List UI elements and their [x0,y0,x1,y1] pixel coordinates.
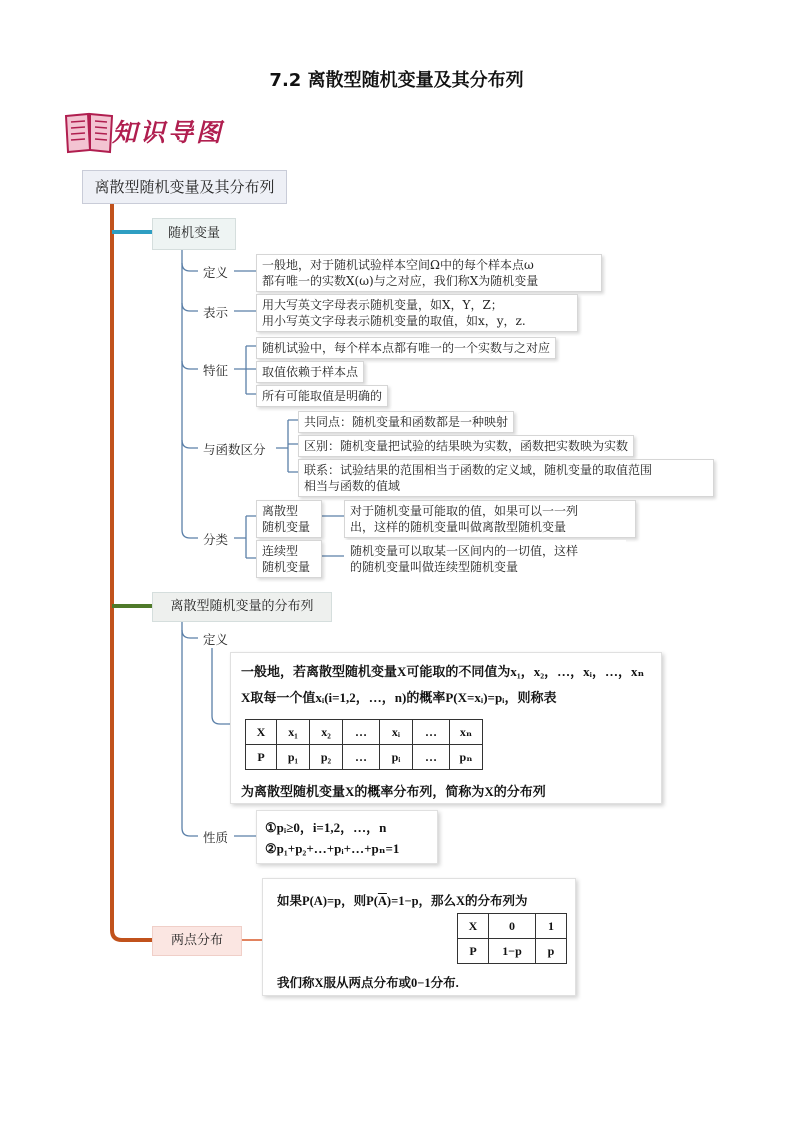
discrete-label-line-1: 离散型 [262,504,299,518]
table-row [458,914,567,939]
dist-def-line-3: 为离散型随机变量X的概率分布列，简称为X的分布列 [241,784,546,799]
continuous-label-box [256,540,322,578]
definition-line-1: 一般地，对于随机试验样本空间Ω中的每个样本点ω [262,258,534,272]
properties-box [256,810,438,864]
notation-line-2: 用小写英文字母表示随机变量的取值，如x，y，z. [262,314,526,328]
dist-definition-box [230,652,662,804]
table-cell: P [246,745,277,770]
table-cell: xₙ [450,720,483,745]
table-cell: X [458,914,489,939]
node-features: 特征 [203,363,229,378]
node-distribution: 离散型随机变量的分布列 [152,592,332,622]
property-2: ②p₁+p₂+…+pᵢ+…+pₙ=1 [265,841,400,856]
discrete-desc-line-2: 出，这样的随机变量叫做离散型随机变量 [350,520,567,534]
table-cell: pₙ [450,745,483,770]
vs-common-box: 共同点：随机变量和函数都是一种映射 [298,411,514,433]
vs-relation-line-1: 联系：试验结果的范围相当于函数的定义域，随机变量的取值范围 [304,463,653,477]
vs-difference-box: 区别：随机变量把试验的结果映为实数，函数把实数映为实数 [298,435,634,457]
feature-item-2: 取值依赖于样本点 [256,361,364,383]
dist-def-line-2: X取每一个值xᵢ(i=1,2，…，n)的概率P(X=xᵢ)=pᵢ，则称表 [241,690,557,705]
node-notation: 表示 [203,305,229,320]
two-point-line-1-b: )=1−p，那么X的分布列为 [386,894,528,908]
table-cell: p₂ [310,745,343,770]
two-point-line-1 [277,891,528,909]
table-cell: … [413,745,450,770]
root-node: 离散型随机变量及其分布列 [82,170,287,204]
two-point-table [457,913,567,964]
two-point-line-2: 我们称X服从两点分布或0−1分布. [277,976,459,990]
table-cell: P [458,939,489,964]
node-classification: 分类 [203,532,229,547]
node-definition: 定义 [203,265,229,280]
vs-relation-line-2: 相当与函数的值域 [304,479,401,493]
table-cell: p [536,939,567,964]
property-1: ①pᵢ≥0，i=1,2，…，n [265,820,387,835]
continuous-label-line-1: 连续型 [262,544,299,558]
two-point-line-1-a: 如果P(A)=p，则P( [277,894,378,908]
table-cell: X [246,720,277,745]
vs-relation-box [298,459,714,497]
table-row [246,745,483,770]
table-cell: x₂ [310,720,343,745]
page-title: 7.2 离散型随机变量及其分布列 [269,70,524,91]
table-cell: … [413,720,450,745]
discrete-label-line-2: 随机变量 [262,520,311,534]
continuous-desc-box [344,540,626,578]
discrete-desc-line-1: 对于随机变量可能取的值，如果可以一一列 [350,504,579,518]
trunk-line [112,202,152,940]
table-cell: 1−p [489,939,536,964]
node-dist-definition: 定义 [203,632,229,647]
continuous-label-line-2: 随机变量 [262,560,311,574]
discrete-desc-box [344,500,636,538]
node-random-variable: 随机变量 [152,218,236,250]
node-two-point: 两点分布 [152,926,242,956]
notation-box [256,294,578,332]
notation-line-1: 用大写英文字母表示随机变量，如X，Y，Z； [262,298,503,312]
table-row [246,720,483,745]
continuous-desc-line-2: 的随机变量叫做连续型随机变量 [350,560,519,574]
definition-line-2: 都有唯一的实数X(ω)与之对应，我们称X为随机变量 [262,274,539,288]
continuous-desc-line-1: 随机变量可以取某一区间内的一切值，这样 [350,544,579,558]
a-complement: $\overline{A}$ [377,894,387,908]
feature-item-3: 所有可能取值是明确的 [256,385,388,407]
table-cell: … [343,720,380,745]
feature-item-1: 随机试验中，每个样本点都有唯一的一个实数与之对应 [256,337,556,359]
table-cell: … [343,745,380,770]
dist-table [245,719,483,770]
table-cell: pᵢ [380,745,413,770]
node-properties: 性质 [203,830,229,845]
dist-def-line-1: 一般地，若离散型随机变量X可能取的不同值为x₁，x₂，…，xᵢ，…，xₙ [241,664,645,679]
node-vs-function: 与函数区分 [203,442,266,457]
table-cell: 0 [489,914,536,939]
table-cell: xᵢ [380,720,413,745]
table-cell: 1 [536,914,567,939]
two-point-box [262,878,576,996]
discrete-label-box [256,500,322,538]
table-cell: x₁ [277,720,310,745]
table-row [458,939,567,964]
definition-box [256,254,602,292]
banner-text: 知识导图 [112,118,225,147]
table-cell: p₁ [277,745,310,770]
